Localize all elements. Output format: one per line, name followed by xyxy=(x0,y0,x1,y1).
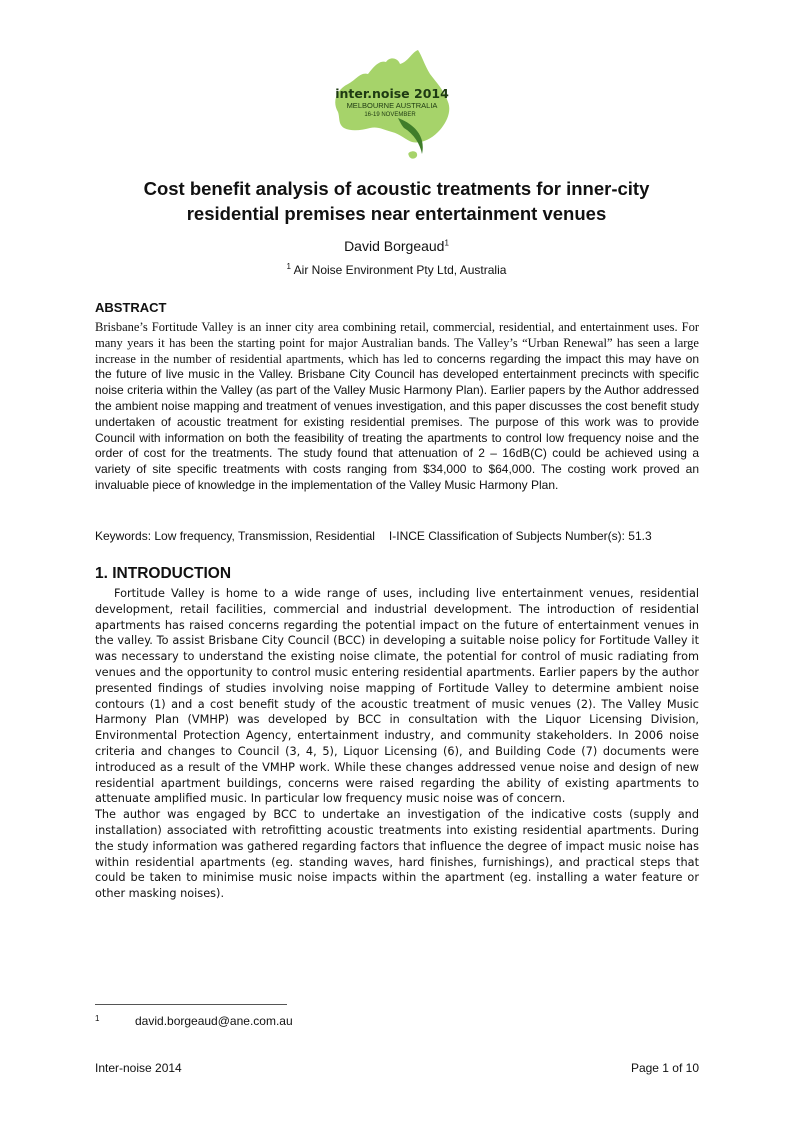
keywords-line xyxy=(95,529,715,543)
paper-title-line-2: residential premises near entertainment venues xyxy=(186,203,607,224)
affiliation-marker: 1 xyxy=(286,262,291,271)
section-heading-introduction: 1. INTRODUCTION xyxy=(95,565,232,582)
abstract-body xyxy=(95,320,699,494)
footnote-email: david.borgeaud@ane.com.au xyxy=(135,1014,293,1028)
paper-title-line-1: Cost benefit analysis of acoustic treatments for inner-city xyxy=(143,178,650,199)
logo-title: inter.noise 2014 xyxy=(335,86,449,101)
paragraph: Fortitude Valley is home to a wide range of uses, including live entertainment venues, residential development, retail facilities, commercial and industrial development. The introduction of residential apartments has raised concerns regarding the potential impact on the future of entertainment venues in the valley. To assist Brisbane City Council (BCC) in developing a suitable noise policy for Fortitude Valley it was necessary to understand the existing noise climate, the potential for control of music radiating from venues and the opportunity to control music entering residential apartments. Earlier papers by the author presented findings of studies involving noise mapping of Fortitude Valley to determine ambient noise contours (1) and a cost benefit study of the acoustic treatment of music venues (2). The Valley Music Harmony Plan (VMHP) was developed by BCC in consultation with the Liquor Licensing Division, Environmental Protection Agency, entertainment industry, and community stakeholders. In 2006 noise criteria and changes to Council (3, 4, 5), Liquor Licensing (6), and Building Code (7) documents were introduced as a result of the VMHP work. While these changes addressed venue noise and design of new residential apartment buildings, concerns were raised regarding the ability of existing apartments to attenuate amplified music. In particular low frequency music noise was of concern. xyxy=(95,587,699,806)
author-affiliation-marker: 1 xyxy=(444,238,449,248)
classification: I-INCE Classification of Subjects Number(s): 51.3 xyxy=(388,529,652,543)
footer-page-number: Page 1 of 10 xyxy=(630,1061,699,1075)
logo-location: MELBOURNE AUSTRALIA xyxy=(346,101,438,110)
paper-title xyxy=(80,176,713,226)
footnote-divider xyxy=(95,1004,287,1005)
keywords: Keywords: Low frequency, Transmission, Residential xyxy=(95,529,375,543)
logo-dates: 16-19 NOVEMBER xyxy=(364,112,416,118)
affiliation xyxy=(80,263,713,277)
abstract-text-serif: Brisbane’s Fortitude Valley is an inner city area combining retail, commercial, residential, and entertainment uses. For many years it has been the starting point for major Australian bands. The Valley’s “Urban Renewal” has seen a large increase in the number of residential apartments, which has led to xyxy=(95,320,699,366)
affiliation-text: Air Noise Environment Pty Ltd, Australia xyxy=(293,263,507,277)
section-body-introduction xyxy=(95,586,699,902)
footnote-marker: 1 xyxy=(95,1014,100,1023)
conference-logo xyxy=(328,48,456,164)
author-name: David Borgeaud xyxy=(344,238,445,254)
author xyxy=(80,238,713,254)
paragraph: The author was engaged by BCC to undertake an investigation of the indicative costs (supply and installation) associated with retrofitting acoustic treatments into existing residential apartments. During the study information was gathered regarding factors that influence the degree of impact music noise has within residential apartments (eg. standing waves, hard finishes, furnishings), and practical steps that could be taken to minimise music noise impacts within the apartment (eg. installing a water feature or other masking noises). xyxy=(95,808,699,901)
footnote xyxy=(95,1014,293,1028)
tasmania-shape xyxy=(408,151,417,158)
abstract-text: concerns regarding the impact this may have on the future of live music in the Valley. Brisbane City Council has developed entertainment precincts with specific noise criteria within the Valley (as part of the Valley Music Harmony Plan). Earlier papers by the Author addressed the ambient noise mapping and treatment of venues investigation, and this paper discusses the cost benefit study undertaken of acoustic treatment for existing residential premises. The purpose of this work was to provide Council with information on both the feasibility of treating the apartments to control low frequency noise and the order of cost for the treatments. The study found that attenuation of 2 – 16dB(C) could be achieved using a variety of site specific treatments with costs ranging from $34,000 to $64,000. The costing work proved an invaluable piece of knowledge in the implementation of the Valley Music Harmony Plan. xyxy=(95,351,700,492)
footer-conference: Inter-noise 2014 xyxy=(95,1061,182,1075)
abstract-heading: ABSTRACT xyxy=(95,300,167,315)
